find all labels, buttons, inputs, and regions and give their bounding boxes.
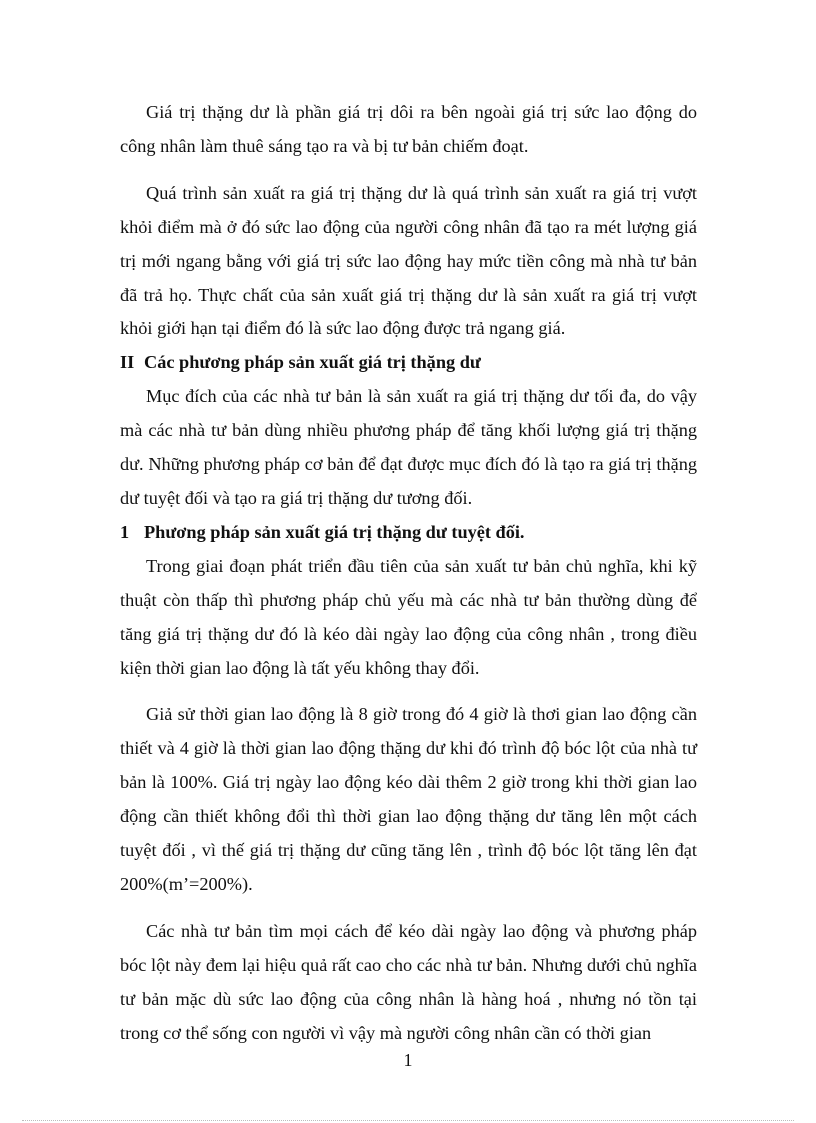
paragraph-example-hours: Giả sử thời gian lao động là 8 giờ trong đó 4 giờ là thơi gian lao động cần thiết và 4 giờ là thời gian lao động thặng dư khi đó trình độ bóc lột của nhà tư bản là 100%. Giá trị ngày lao động kéo dài thêm 2 giờ trong khi thời gian lao động cần thiết không đổi thì thời gian lao động thặng dư tăng lên một cách tuyệt đối , vì thế giá trị thặng dư cũng tăng lên , trình độ bóc lột tăng lên đạt 200%(m’=200%). xyxy=(120,704,697,894)
page-body xyxy=(120,96,697,1050)
paragraph-extending-workday: Các nhà tư bản tìm mọi cách để kéo dài ngày lao động và phương pháp bóc lột này đem lại hiệu quả rất cao cho các nhà tư bản. Nhưng dưới chủ nghĩa tư bản mặc dù sức lao động của công nhân là hàng hoá , nhưng nó tồn tại trong cơ thể sống con người vì vậy mà người công nhân cần có thời gian xyxy=(120,920,697,1043)
subsection-number: 1 xyxy=(120,521,130,542)
section-title: Các phương pháp sản xuất giá trị thặng dư xyxy=(144,352,481,373)
paragraph-spacing xyxy=(120,685,697,698)
page-number: 1 xyxy=(403,1050,413,1070)
page-bottom-divider xyxy=(22,1120,794,1121)
paragraph-spacing xyxy=(120,164,697,177)
subsection-title: Phương pháp sản xuất giá trị thặng dư tuyệt đối. xyxy=(144,521,525,542)
paragraph-surplus-value-process: Quá trình sản xuất ra giá trị thặng dư là quá trình sản xuất ra giá trị vượt khỏi điểm mà ở đó sức lao động của người công nhân đã tạo ra mét lượng giá trị mới ngang bằng với giá trị sức lao động hay mức tiền công mà nhà tư bản đã trả họ. Thực chất của sản xuất giá trị thặng dư là sản xuất ra giá trị vượt khỏi giới hạn tại điểm đó là sức lao động được trả ngang giá. xyxy=(120,182,697,339)
paragraph-methods-purpose: Mục đích của các nhà tư bản là sản xuất ra giá trị thặng dư tối đa, do vậy mà các nhà tư bản dùng nhiều phương pháp để tăng khối lượng giá trị thặng dư. Những phương pháp cơ bản để đạt được mục đích đó là tạo ra giá trị thặng dư tuyệt đối và tạo ra giá trị thặng dư tương đối. xyxy=(120,386,697,508)
section-heading-methods xyxy=(120,346,697,380)
paragraph-spacing xyxy=(120,902,697,915)
subsection-heading-absolute-method xyxy=(120,516,697,550)
paragraph-early-stage: Trong giai đoạn phát triển đầu tiên của sản xuất tư bản chủ nghĩa, khi kỹ thuật còn thấp thì phương pháp chủ yếu mà các nhà tư bản thường dùng để tăng giá trị thặng dư đó là kéo dài ngày lao động của công nhân , trong điều kiện thời gian lao động là tất yếu không thay đổi. xyxy=(120,555,697,678)
section-number: II xyxy=(120,352,135,373)
paragraph-surplus-value-definition: Giá trị thặng dư là phần giá trị dôi ra bên ngoài giá trị sức lao động do công nhân làm thuê sáng tạo ra và bị tư bản chiếm đoạt. xyxy=(120,102,697,156)
